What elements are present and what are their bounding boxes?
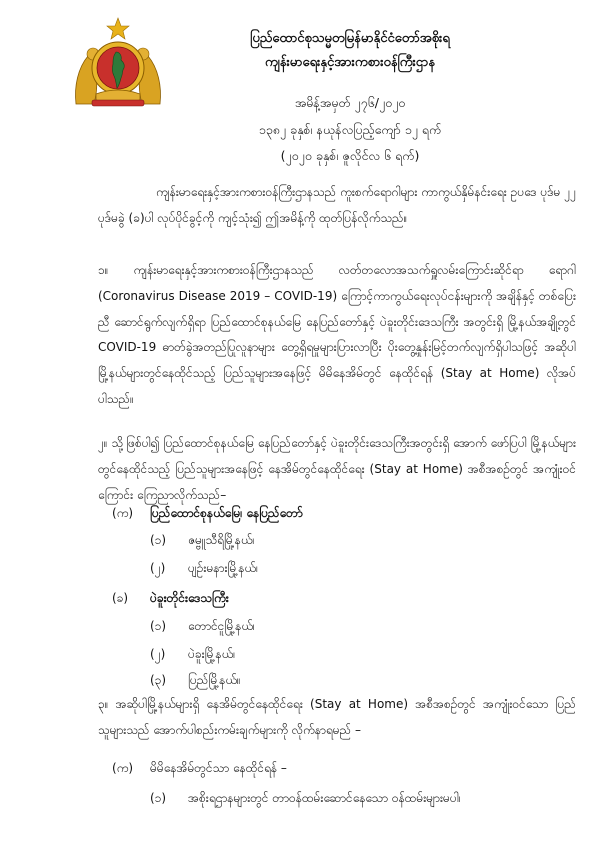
header-ministry-title: ကျန်းမာရေးနှင့်အားကစားဝန်ကြီးဌာန <box>264 55 436 70</box>
list-item-label: အစိုးရဌာနများတွင် တာဝန်ထမ်းဆောင်နေသော ဝန်ထမ်းများမပါ၊ <box>188 791 461 805</box>
list-item <box>150 672 510 692</box>
list-group-bago-region <box>112 590 512 610</box>
list-item-marker: (၃) <box>150 673 167 687</box>
list-item <box>150 532 510 552</box>
list-item <box>150 646 510 666</box>
list-item <box>150 560 510 580</box>
list-group-title: ပြည်ထောင်စုနယ်မြေ၊ နေပြည်တော် <box>150 506 303 520</box>
list-group-nay-pyi-taw <box>112 505 512 525</box>
state-seal-emblem <box>70 16 166 108</box>
list-item-label: ပဲခူးမြို့နယ်၊ <box>188 647 236 661</box>
list-item <box>150 618 510 638</box>
list-item-marker: (၂) <box>150 561 166 575</box>
list-group-marker: (က) <box>112 761 134 775</box>
order-date-myanmar: ၁၃၈၂ ခုနှစ်၊ နယုန်လပြည့်ကျော် ၁၂ ရက် <box>258 122 442 137</box>
list-item-marker: (၂) <box>150 647 166 661</box>
order-date-gregorian: (၂၀၂၀ ခုနှစ်၊ ဇူလိုင်လ ၆ ရက်) <box>280 148 420 163</box>
intro-paragraph: ကျန်းမာရေးနှင့်အားကစားဝန်ကြီးဌာနသည် ကူးစက်ရောဂါများ ကာကွယ်နှိမ်နင်းရေး ဥပဒေ ပုဒ်မ ၂၂ ပုဒ်မခွဲ (ခ)ပါ လုပ်ပိုင်ခွင့်ကို ကျင့်သုံး၍ ဤအမိန့်ကို ထုတ်ပြန်လိုက်သည်။ <box>98 185 576 225</box>
list-item-label: ပြည်မြို့နယ်။ <box>188 673 241 687</box>
list-item-marker: (၁) <box>150 619 167 633</box>
list-group-marker: (ခ) <box>112 591 129 605</box>
list-item <box>150 790 570 810</box>
paragraph-1: ၁။ ကျန်းမာရေးနှင့်အားကစားဝန်ကြီးဌာနသည် လတ်တလောအသက်ရှူလမ်းကြောင်းဆိုင်ရာ ရောဂါ (Coronavirus Disease 2019 – COVID-19) ကြောင့်ကာကွယ်ရေးလုပ်ငန်းများကို အချိန်နှင့် တစ်ပြေးညီ ဆောင်ရွက်လျက်ရှိရာ ပြည်ထောင်စုနယ်မြေ နေပြည်တော်နှင့် ပဲခူးတိုင်းဒေသကြီး အတွင်းရှိ မြို့နယ်အချို့တွင် COVID-19 ဓာတ်ခွဲအတည်ပြုလူနာများ တွေ့ရှိရမှုများပြားလာပြီး ပိုးတွေ့နှုန်းမြင့်တက်လျက်ရှိပါသဖြင့် အဆိုပါမြို့နယ်များတွင်နေထိုင်သည့် ပြည်သူများအနေဖြင့် မိမိနေအိမ်တွင် နေထိုင်ရန် (Stay at Home) လိုအပ်ပါသည်။ <box>98 263 576 406</box>
list-item-marker: (၁) <box>150 533 167 547</box>
paragraph-2: ၂။ သို့ဖြစ်ပါ၍ ပြည်ထောင်စုနယ်မြေ နေပြည်တော်နှင့် ပဲခူးတိုင်းဒေသကြီးအတွင်းရှိ အောက် ဖော်ပြပါ မြို့နယ်များတွင်နေထိုင်သည့် ပြည်သူများအနေဖြင့် နေအိမ်တွင်နေထိုင်ရေး (Stay at Home) အစီအစဉ်တွင် အကျုံးဝင်ကြောင်း ကြေညာလိုက်သည်– <box>98 436 576 502</box>
list-group-title: မိမိနေအိမ်တွင်သာ နေထိုင်ရန် – <box>150 761 287 775</box>
list-item-marker: (၁) <box>150 791 167 805</box>
list-item-label: ပျဉ်းမနားမြို့နယ်၊ <box>188 561 258 575</box>
list-item-label: ဇမ္ဗူသီရိမြို့နယ်၊ <box>188 533 255 547</box>
paragraph-3: ၃။ အဆိုပါမြို့နယ်များရှိ နေအိမ်တွင်နေထိုင်ရေး (Stay at Home) အစီအစဉ်တွင် အကျုံးဝင်သော ပြည်သူများသည် အောက်ပါစည်းကမ်းချက်များကို လိုက်နာရမည် – <box>98 697 576 737</box>
list-group-stay-home <box>112 760 512 780</box>
list-group-marker: (က) <box>112 506 134 520</box>
order-number: အမိန့်အမှတ် ၂၇၆/၂၀၂၀ <box>294 95 406 110</box>
list-item-label: တောင်ငူမြို့နယ်၊ <box>188 619 255 633</box>
list-group-title: ပဲခူးတိုင်းဒေသကြီး <box>150 591 229 605</box>
header-government-title: ပြည်ထောင်စုသမ္မတမြန်မာနိုင်ငံတော်အစိုးရ <box>250 31 450 46</box>
